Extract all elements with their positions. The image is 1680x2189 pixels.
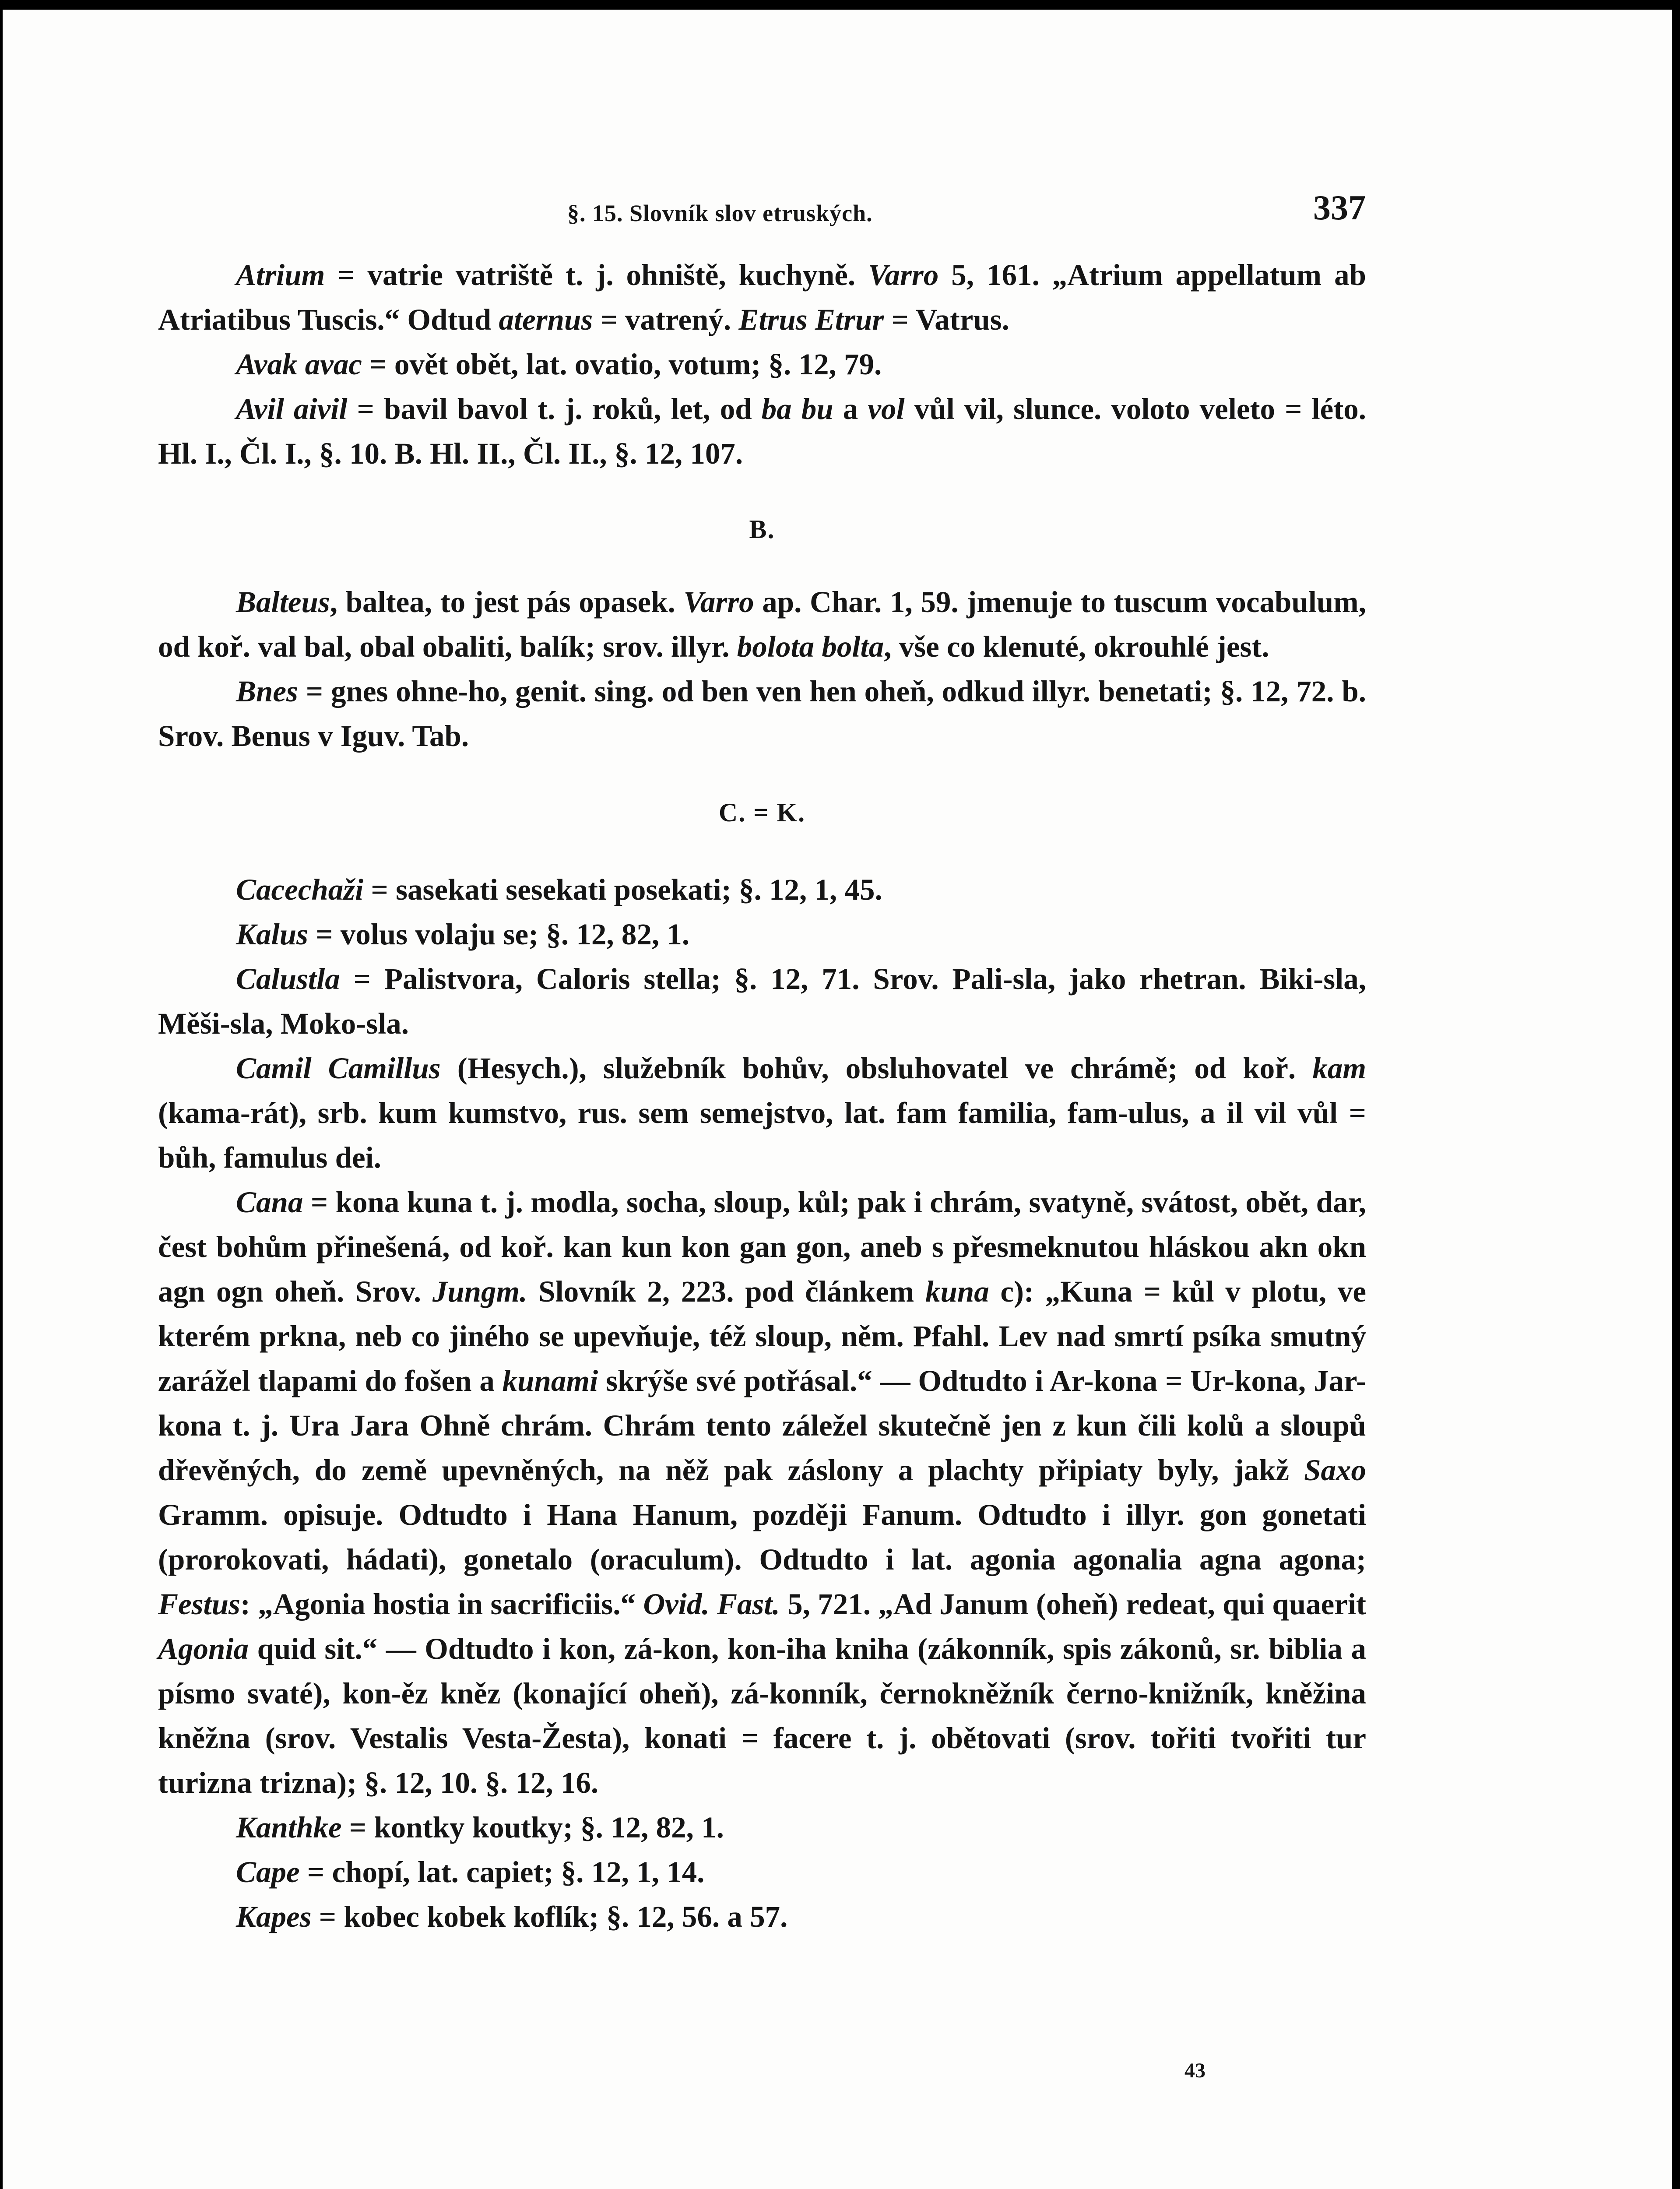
entry-headword: Avak avac — [236, 348, 362, 381]
signature-mark: 43 — [1184, 2059, 1206, 2082]
running-title: §. 15. Slovník slov etruských. — [567, 200, 873, 226]
entry-text: , vše co klenuté, okrouhlé jest. — [884, 630, 1269, 663]
entry-text: = kontky koutky; §. 12, 82, 1. — [341, 1811, 724, 1844]
section-heading-b-text: B. — [749, 515, 775, 544]
entry-text: ap. Char. 1, 59. jmenuje to tuscum vocabulum, od koř. val bal, obal obaliti, balík; srov. illyr. — [158, 585, 1367, 663]
entry-italic-term: kam — [1312, 1052, 1366, 1085]
entry-italic-term: vol — [868, 392, 905, 426]
entry-text: (Hesych.), služebník bohův, obsluhovatel ve chrámě; od koř. — [440, 1052, 1313, 1085]
dictionary-entry — [158, 1850, 1366, 1894]
entry-italic-term: Varro — [683, 585, 754, 619]
entry-headword: Cape — [236, 1855, 300, 1889]
entry-italic-term: bolota bolta — [737, 630, 884, 663]
entry-italic-term: ba bu — [761, 392, 833, 426]
entry-headword: Kanthke — [236, 1811, 342, 1844]
entry-italic-term: Agonia — [158, 1632, 249, 1665]
entry-text: = Vatrus. — [884, 303, 1009, 336]
entry-text: = kona kuna t. j. modla, socha, sloup, kůl; pak i chrám, svatyně, svátost, obět, dar, čest bohům přinešená, od koř. kan kun kon gan gon, aneb s přesmeknutou hláskou akn okn agn ogn oheň. Srov. — [158, 1186, 1366, 1308]
entry-text: a — [833, 392, 868, 426]
section-c-entries — [158, 867, 1366, 1939]
dictionary-entry — [158, 1894, 1366, 1939]
entry-headword: Camil Camillus — [236, 1052, 441, 1085]
entry-italic-term: kunami — [502, 1364, 598, 1397]
entry-text: = volus volaju se; §. 12, 82, 1. — [308, 918, 690, 951]
dictionary-entry — [158, 957, 1366, 1046]
entry-text: = ovět obět, lat. ovatio, votum; §. 12, 79. — [362, 348, 882, 381]
entry-text: = chopí, lat. capiet; §. 12, 1, 14. — [299, 1855, 705, 1889]
entry-text: , baltea, to jest pás opasek. — [330, 585, 684, 619]
entry-text: c): „Kuna = kůl v plotu, ve kterém prkna, neb co jiného se upevňuje, též sloup, něm. Pfahl. Lev nad smrtí psíka smutný zarážel tlapami do fošen a — [158, 1275, 1366, 1397]
dictionary-entry — [158, 253, 1366, 342]
entry-text: Slovník 2, 223. pod článkem — [527, 1275, 925, 1308]
entry-italic-term: aternus — [499, 303, 593, 336]
entry-headword: Kapes — [236, 1900, 312, 1933]
entry-italic-term: Saxo — [1304, 1453, 1366, 1487]
entry-italic-term: Etrus Etrur — [738, 303, 884, 336]
book-page — [3, 10, 1672, 2189]
entry-text: = Palistvora, Caloris stella; §. 12, 71. Srov. Pali-sla, jako rhetran. Biki-sla, Měši-sla, Moko-sla. — [158, 962, 1366, 1040]
entry-text: quid sit.“ — Odtudto i kon, zá-kon, kon-iha kniha (zákonník, spis zákonů, sr. biblia a písmo svaté), kon-ěz kněz (konající oheň), zá-konník, černokněžník černo-knižník, kněžina kněžna (srov. Vestalis Vesta-Žesta), konati = facere t. j. obětovati (srov. tořiti tvořiti tur turizna trizna); §. 12, 10. §. 12, 16. — [158, 1632, 1366, 1799]
entry-headword: Calustla — [236, 962, 340, 996]
entry-headword: Bnes — [236, 675, 298, 708]
entry-text: = bavil bavol t. j. roků, let, od — [347, 392, 762, 426]
section-b-entries — [158, 580, 1366, 758]
entry-text: vůl vil, slunce. voloto veleto = léto. Hl. I., Čl. I., §. 10. B. Hl. II., Čl. II., §. 12, 107. — [158, 392, 1367, 470]
entry-text: = gnes ohne-ho, genit. sing. od ben ven hen oheň, odkud illyr. benetati; §. 12, 72. b. Srov. Benus v Iguv. Tab. — [158, 675, 1366, 753]
dictionary-entry — [158, 1180, 1366, 1805]
entry-text: = sasekati sesekati posekati; §. 12, 1, 45. — [363, 873, 882, 906]
section-heading-c-text: C. = K. — [718, 798, 806, 827]
entry-italic-term: Ovid. Fast. — [643, 1587, 780, 1621]
page-number: 337 — [1313, 189, 1366, 227]
entry-text: (kama-rát), srb. kum kumstvo, rus. sem semejstvo, lat. fam familia, fam-ulus, a il vil vůl = bůh, famulus dei. — [158, 1096, 1366, 1174]
entry-headword: Avil aivil — [236, 392, 348, 426]
dictionary-entry — [158, 1046, 1366, 1180]
entry-text: = vatrený. — [593, 303, 739, 336]
entry-headword: Cana — [236, 1186, 303, 1219]
entry-text: Gramm. opisuje. Odtudto i Hana Hanum, později Fanum. Odtudto i illyr. gon gonetati (prorokovati, hádati), gonetalo (oraculum). Odtudto i lat. agonia agonalia agna agona; — [158, 1498, 1366, 1576]
entry-headword: Balteus — [236, 585, 330, 619]
entry-headword: Cacechaži — [236, 873, 364, 906]
dictionary-entry — [158, 912, 1366, 957]
entry-headword: Atrium — [236, 258, 325, 292]
entry-italic-term: Festus — [158, 1587, 240, 1621]
page-body — [158, 253, 1366, 1939]
entry-italic-term: Jungm. — [432, 1275, 527, 1308]
entry-headword: Kalus — [236, 918, 308, 951]
section-heading-c — [158, 758, 1366, 867]
dictionary-entry — [158, 867, 1366, 912]
entry-text: = vatrie vatriště t. j. ohniště, kuchyně. — [325, 258, 868, 292]
dictionary-entry — [158, 387, 1366, 476]
section-a-entries — [158, 253, 1366, 476]
dictionary-entry — [158, 342, 1366, 387]
entry-text: skrýše své potřásal.“ — Odtudto i Ar-kona = Ur-kona, Jar-kona t. j. Ura Jara Ohně chrám. Chrám tento záležel skutečně jen z kun čili kolů a sloupů dřevěných, do země upevněných, na něž pak záslony a plachty připiaty byly, jakž — [158, 1364, 1366, 1487]
entry-text: : „Agonia hostia in sacrificiis.“ — [240, 1587, 643, 1621]
entry-text: = kobec kobek koflík; §. 12, 56. a 57. — [311, 1900, 788, 1933]
dictionary-entry — [158, 1805, 1366, 1850]
entry-text: 5, 721. „Ad Janum (oheň) redeat, qui quaerit — [780, 1587, 1366, 1621]
section-heading-b — [158, 476, 1366, 580]
entry-italic-term: Varro — [868, 258, 939, 292]
running-header — [3, 188, 1672, 232]
dictionary-entry — [158, 580, 1366, 669]
entry-text: 5, 161. „Atrium appellatum ab Atriatibus Tuscis.“ Odtud — [158, 258, 1367, 336]
dictionary-entry — [158, 669, 1366, 758]
entry-italic-term: kuna — [925, 1275, 989, 1308]
